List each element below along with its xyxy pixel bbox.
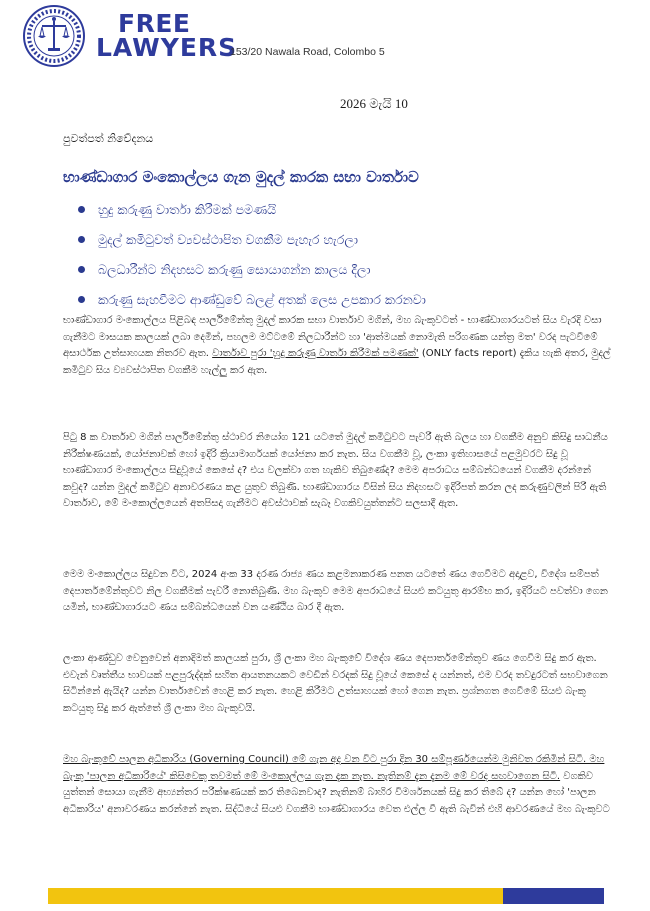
footer-blue-segment	[503, 888, 604, 904]
office-address: 153/20 Nawala Road, Colombo 5	[230, 46, 385, 58]
letter-date: 2026 මැයි 10	[340, 96, 408, 111]
key-point	[78, 198, 598, 228]
key-point	[78, 258, 598, 288]
key-point-text: මුදල් කමිටුවත් ව්‍යවස්ථාපිත වගකීම පැහැර හැරලා	[98, 232, 358, 247]
paragraph-2: පිටු 8 ක වාර්තාව මගින් පාර්ලිමේන්තු ස්ථාවර නියෝග 121 යටතේ මුදල් කමිටුවට පැවරී ඇති බලය හා වගකීම අනුව කිසිදු සාධනීය නිරීක්ෂණයක්, යෝජනාවක් හෝ ඉදිරි ක්‍රියාමාර්ගයක් යෝජනා කර නැත. සිය වගකීම වූ, ලංකා ඉතිහාසයේ පළමුවරට සිදු වූ භාණ්ඩාගාර මංකොල්ලය සිදුවූයේ කෙසේ ද? එය වලක්වා ගත හැකිව තිබුණේද? මෙම අපරාධය සම්බන්ධයෙන් වගකීම දරන්නේ කවුද? යන්න මුදල් කමිටුව අනාවරණය කළ යුතුව තිබුණි. භාණ්ඩාගාරය විසින් සිය නිදහසට ඉදිරිපත් කරන ලද කරුණුවලින් පිරී ඇති වාර්තාව, මේ මංකොල්ලයෙන් අතපිසදා ගැනීමට අවස්ථාවක් සැබෑ වගකිවයුත්තන්ට සලසාදී ඇත.	[63, 432, 608, 509]
footer-yellow-segment	[48, 888, 503, 904]
bullet-icon	[78, 206, 85, 213]
paragraph-5	[63, 752, 611, 818]
bullet-icon	[78, 266, 85, 273]
paragraph-4: ලංකා ආණ්ඩුව වෙනුවෙන් අනාදිමත් කාලයක් පුරා, ශ්‍රී ලංකා මහ බැංකුවේ විදේශ ණය දෙපාර්තමේන්තුව ණය ගෙවීම සිදු කර ඇත. එවැන් වෘත්තීය භාවයක් පළපුරුද්දක් සහිත ආයතනයකට වෙඩින් වරදක් සිදු වූයේ කෙසේ ද යන්නත්, එම වරද තවදුරටත් සභවාගෙන සිටින්නේ ඇයිද? යන්න වාර්තාවෙන් හෙළි කර නැත. හෙළි කිරීමට උත්සාහයක් හෝ ගෙන නැත. ප්‍රශ්නගත ගෙවීමේ සියළු බැංකු කටයුතු සිදු කර ඇත්තේ ශ්‍රී ලංකා මහ බැංකුවයි.	[63, 653, 608, 714]
key-point-text: බලධාරීන්ට නිදහසට කරුණු සොයාගන්න කාලය දීලා	[98, 262, 371, 277]
governing-council-statement: මහ බැංකුවේ පාලන අධිකාරිය (Governing Council) මේ ගැන අද වන විට පුරා දින 30 සම්පූර්ණයෙන්ම මුනිවත රකිමින් සිටී. මහ බැංකු 'පාලන අධිකාරියේ' කිසිවෙකු තවමත් මේ මංකොල්ලය ගැන දැක නැත. නැතිනම් දැන දැනම මේ වරද සඟවාගෙන සිටී.	[63, 754, 605, 782]
paragraph-1-end: (ONLY facts report) දැකිය හැකි අතර, මුදල් කමිටුව සිය ව්‍යවස්ථාපිත වගකීම හැල්ලු කර ඇත.	[63, 348, 611, 376]
press-release-label: පුවත්පත් නිවේදනය	[63, 132, 154, 145]
bullet-icon	[78, 236, 85, 243]
key-point-text: කරුණු සැහවීමට ආණ්ඩුවේ බලළ් අතක් ලෙස උපකාර කරනවා	[98, 292, 426, 307]
brand-line-1: FREE	[118, 9, 191, 38]
facts-only-phrase: වාර්තාව පුරා 'හුදු කරුණු වාර්තා කිරීමක් පමණක්'	[212, 348, 419, 359]
key-point	[78, 228, 598, 258]
paragraph-1	[63, 313, 611, 379]
letterhead	[22, 4, 632, 76]
paragraph-1-text: භාණ්ඩාගාර මංකොල්ලය පිළිබඳ පාර්ලිමේන්තු මුදල් කාරක සභා වාර්තාව මගින්, මහ බැංකුවටත් - භාණ්ඩාගාරයටත් සිය වැරදි වසා ගැනීමට මාසයක කාලයක් ලබා දෙමින්, පහලම මට්ටමේ නිලධාරීන්ට හා 'ආත්මයක් නොමැති පරිගණක යන්ත්‍ර මත' වරද පැටවීමේ අසාර්ථක උත්සාහයක නිතරව ඇත.	[63, 315, 602, 359]
brand-name	[96, 9, 238, 62]
footer-color-bar	[48, 888, 604, 904]
paragraph-3: මෙම මංකොල්ලය සිදුවන විට, 2024 අංක 33 දරණ රාජ්‍ය ණය කළමනාකරණ පනත යටතේ ණය ගෙවීමට අදාළව, විදේශ සම්පත් දෙපාර්තමේන්තුවට නිල වගකීමක් පැවරී නොතිබුණි. මහ බැංකුව මෙම අපරාධයේ සියළු කටයුතු ආරම්භ කර, ඉදිරියට පවත්වා ගෙන යමින්, භාණ්ඩාගාරයට ණය සම්බන්ධයෙන් වන යණ්ඨිය බාර දී ඇත.	[63, 569, 608, 613]
headline: භාණ්ඩාගාර මංකොල්ලය ගැන මුදල් කාරක සභා වාර්තාව	[63, 168, 419, 186]
bullet-icon	[78, 296, 85, 303]
brand-line-2: LAWYERS	[96, 33, 238, 62]
key-point-text: හුදු කරුණු වාර්තා කිරීමක් පමණයි	[98, 202, 277, 217]
key-points-list	[78, 198, 598, 318]
paragraph-5-text: වගකිව යුත්තන් සොයා ගැනීම අභ්‍යන්තර පරීක්ෂණයක් කර තිබෙනවාද? නැතිනම් බාහිර විමර්ශනයක් සිදු කර තිබේ ද? යන්න හෝ 'පාලන අධිකාරිය' අනාවරණය කරන්නේ නැත. සිද්ධියේ සියළු වගකීම භාණ්ඩාගාරය වෙත එල්ල වී ඇති බැවින් එහි ආවරණයේ මහ බැංකුවට	[63, 770, 610, 815]
scales-of-justice-seal-icon	[22, 4, 86, 68]
